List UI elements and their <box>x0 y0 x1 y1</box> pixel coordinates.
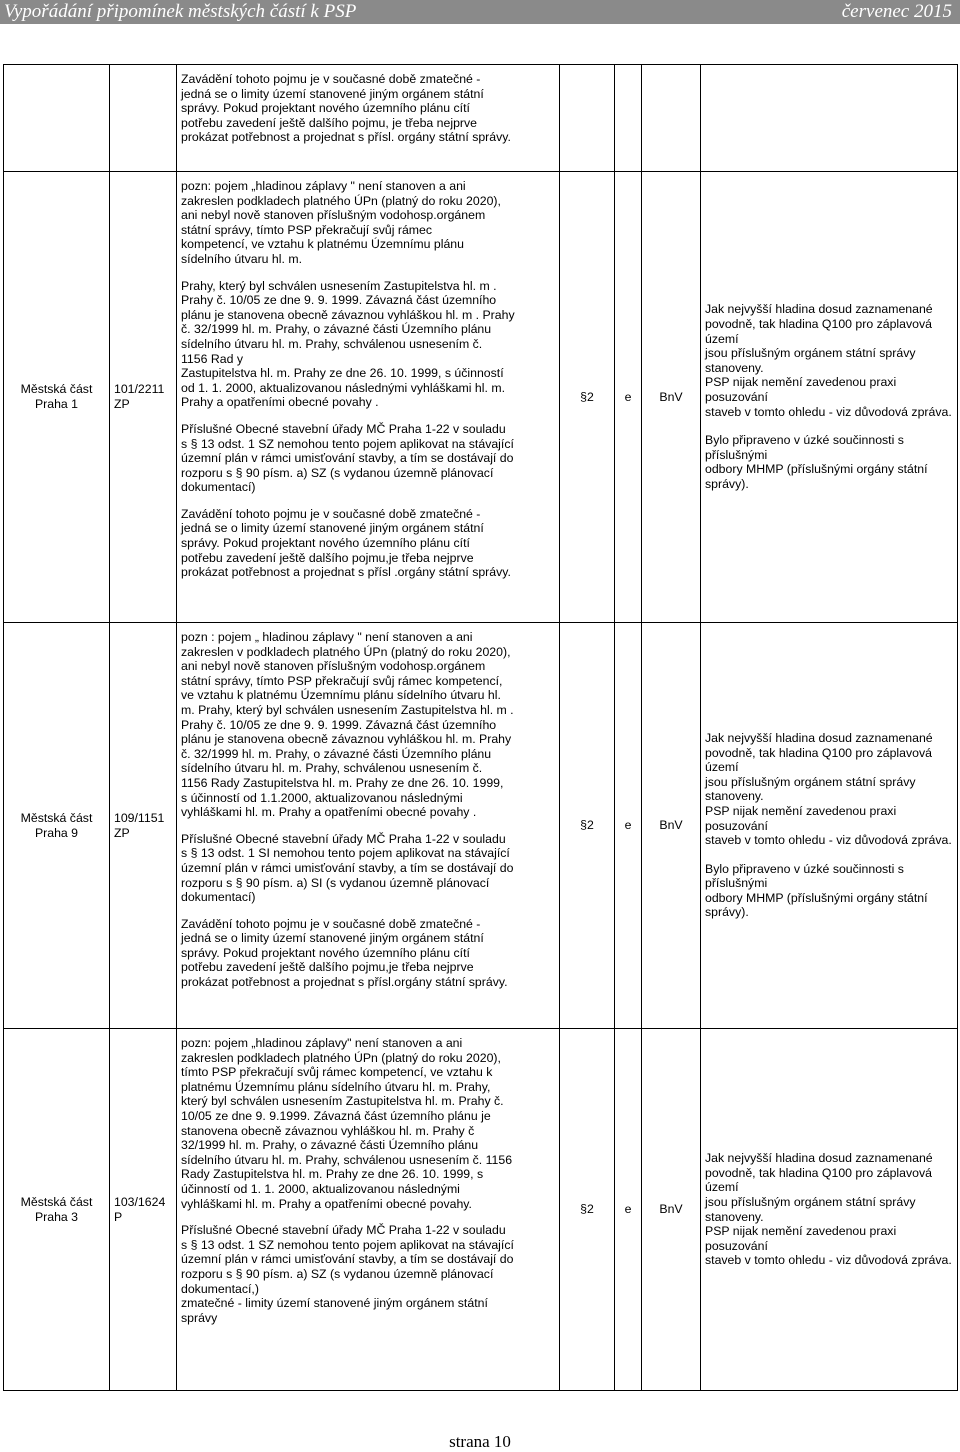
page-number: strana 10 <box>449 1432 511 1451</box>
cell-comment <box>177 65 560 172</box>
table-row <box>4 65 958 172</box>
comment-paragraph: Příslušné Obecné stavební úřady MČ Praha 1-22 v souladu s § 13 odst. 1 SI nemohou tento pojem aplikovat na stávající územní plán v rámci umisťování stavby, a tím se dostávají do rozporu s § 90 písm. a) SI (s vydanou územně plánovací dokumentací) <box>181 831 514 905</box>
response-paragraph: Bylo připraveno v úzké součinnosti s příslušnými odbory MHMP (příslušnými orgány státní správy). <box>705 433 928 491</box>
comment-paragraph: pozn: pojem „hladinou záplavy" není stanoven a ani zakreslen podkladech platného ÚPn (platný do roku 2020), tímto PSP překračují svůj rámec kompetencí, ve vztahu k platnému Územnímu plánu sídelního útvaru hl. m. Prahy, který byl schválen usnesením Zastupitelstva hl. m. Prahy č. 10/05 ze dne 9. 9.1999. Závazná část územního plánu je stanovena obecně závaznou vyhláškou hl. m. Prahy č 32/1999 hl. m. Prahy, o závazné části Územního plánu sídelního útvaru hl. m. Prahy, schválenou usnesením č. 1156 Rady Zastupitelstva hl. m. Prahy ze dne 26. 10. 1999, s účinností od 1. 1. 2000, aktualizovanou následnými vyhláškami hl. m. Prahy a opatřeními obecné povahy. <box>181 1036 513 1211</box>
cell-city-part: Městská část Praha 1 <box>4 172 110 623</box>
cell-evaluation: e <box>615 623 642 1029</box>
response-paragraph: Bylo připraveno v úzké součinnosti s příslušnými odbory MHMP (příslušnými orgány státní správy). <box>705 861 928 920</box>
comment-paragraph: pozn: pojem „hladinou záplavy " není stanoven a ani zakreslen podkladech platného ÚPn (platný do roku 2020), ani nebyl nově stanoven příslušným vodohosp.orgánem státní správy, tímto PSP překračují svůj rámec kompetencí, ve vztahu k platnému Územnímu plánu sídelního útvaru hl. m. <box>181 179 501 266</box>
comment-paragraph: Příslušné Obecné stavební úřady MČ Praha 1-22 v souladu s § 13 odst. 1 SZ nemohou tento pojem aplikovat na stávající územní plán v rámci umisťování stavby, a tím se dostávají do rozporu s § 90 písm. a) SZ (s vydanou územně plánovací dokumentací) <box>181 421 514 495</box>
cell-section: §2 <box>560 623 615 1029</box>
document-date: červenec 2015 <box>841 1 952 22</box>
comment-paragraph: Zavádění tohoto pojmu je v současné době zmatečné - jedná se o limity území stanovené jiným orgánem státní správy. Pokud projektant nového územního plánu cítí potřebu zavedení ještě dalšího pojmu, je třeba nejprve prokázat potřebnost a projednat s přísl. orgány státní správy. <box>181 72 511 145</box>
cell-type <box>642 65 701 172</box>
cell-evaluation <box>615 65 642 172</box>
response-paragraph: Jak nejvyšší hladina dosud zaznamenané povodně, tak hladina Q100 pro záplavová území jsou příslušným orgánem státní správy stanoveny. PSP nijak nemění zavedenou praxi posuzování staveb v tomto ohledu - viz důvodová zpráva. <box>705 1151 952 1268</box>
cell-city-part: Městská část Praha 3 <box>4 1029 110 1391</box>
comment-paragraph: Zavádění tohoto pojmu je v současné době zmatečné - jedná se o limity území stanovené jiným orgánem státní správy. Pokud projektant nového územního plánu cítí potřebu zavedení ještě dalšího pojmu,je třeba nejprve prokázat potřebnost a projednat s přísl.orgány státní správy. <box>181 916 508 990</box>
cell-response <box>701 65 958 172</box>
page-header <box>0 0 960 24</box>
document-title: Vypořádání připomínek městských částí k PSP <box>4 1 357 22</box>
cell-comment <box>177 1029 560 1391</box>
cell-number <box>110 65 177 172</box>
cell-comment <box>177 172 560 623</box>
cell-evaluation: e <box>615 1029 642 1391</box>
cell-type: BnV <box>642 1029 701 1391</box>
table-row <box>4 623 958 1029</box>
table-row <box>4 172 958 623</box>
cell-response <box>701 172 958 623</box>
cell-response <box>701 1029 958 1391</box>
cell-section <box>560 65 615 172</box>
comments-table <box>3 64 958 1391</box>
cell-evaluation: e <box>615 172 642 623</box>
comment-paragraph: Prahy, který byl schválen usnesením Zastupitelstva hl. m . Prahy č. 10/05 ze dne 9. 9. 1999. Závazná část územního plánu je stanovena obecně závaznou vyhláškou hl. m . Prahy č. 32/1999 hl. m. Prahy, o závazné části Územního plánu sídelního útvaru hl. m. Prahy, schválenou usnesením č. 1156 Rad y Zastupitelstva hl. m. Prahy ze dne 26. 10. 1999, s účinností od 1. 1. 2000, aktualizovanou následnými vyhláškami hl. m. Prahy a opatřeními obecné povahy . <box>181 278 515 410</box>
cell-section: §2 <box>560 1029 615 1391</box>
cell-city-part <box>4 65 110 172</box>
cell-city-part: Městská část Praha 9 <box>4 623 110 1029</box>
cell-number: 101/2211 ZP <box>110 172 177 623</box>
table-row <box>4 1029 958 1391</box>
response-paragraph: Jak nejvyšší hladina dosud zaznamenané povodně, tak hladina Q100 pro záplavová území jsou příslušným orgánem státní správy stanoveny. PSP nijak nemění zavedenou praxi posuzování staveb v tomto ohledu - viz důvodová zpráva. <box>705 730 952 848</box>
response-paragraph: Jak nejvyšší hladina dosud zaznamenané povodně, tak hladina Q100 pro záplavová území jsou příslušným orgánem státní správy stanoveny. PSP nijak nemění zavedenou praxi posuzování staveb v tomto ohledu - viz důvodová zpráva. <box>705 302 952 419</box>
comment-paragraph: Příslušné Obecné stavební úřady MČ Praha 1-22 v souladu s § 13 odst. 1 SZ nemohou tento pojem aplikovat na stávající územní plán v rámci umisťování stavby, a tím se dostávají do rozporu s § 90 písm. a) SZ (s vydanou územně plánovací dokumentací,) zmatečné - limity území stanovené jiným orgánem státní správy <box>181 1223 514 1325</box>
cell-number: 109/1151 ZP <box>110 623 177 1029</box>
cell-section: §2 <box>560 172 615 623</box>
comment-paragraph: Zavádění tohoto pojmu je v současné době zmatečné - jedná se o limity území stanovené jiným orgánem státní správy. Pokud projektant nového územního plánu cítí potřebu zavedení ještě dalšího pojmu,je třeba nejprve prokázat potřebnost a projednat s přísl .orgány státní správy. <box>181 506 511 580</box>
cell-type: BnV <box>642 623 701 1029</box>
cell-type: BnV <box>642 172 701 623</box>
comment-paragraph: pozn : pojem „ hladinou záplavy " není stanoven a ani zakreslen v podkladech platného ÚPn (platný do roku 2020), ani nebyl nově stanoven příslušným vodohosp.orgánem státní správy, tímto PSP překračují svůj rámec kompetencí, ve vztahu k platnému Územnímu plánu sídelního útvaru hl. m. Prahy, který byl schválen usnesením Zastupitelstva hl. m . Prahy č. 10/05 ze dne 9. 9. 1999. Závazná část územního plánu je stanovena obecně závaznou vyhláškou hl. m. Prahy č. 32/1999 hl. m. Prahy, o závazné části Územního plánu sídelního útvaru hl. m. Prahy, schválenou usnesením č. 1156 Rady Zastupitelstva hl. m. Prahy ze dne 26. 10. 1999, s účinností od 1.1.2000, aktualizovanou následnými vyhláškami hl. m. Prahy a opatřeními obecné povahy . <box>181 630 514 820</box>
cell-response <box>701 623 958 1029</box>
cell-comment <box>177 623 560 1029</box>
cell-number: 103/1624 P <box>110 1029 177 1391</box>
